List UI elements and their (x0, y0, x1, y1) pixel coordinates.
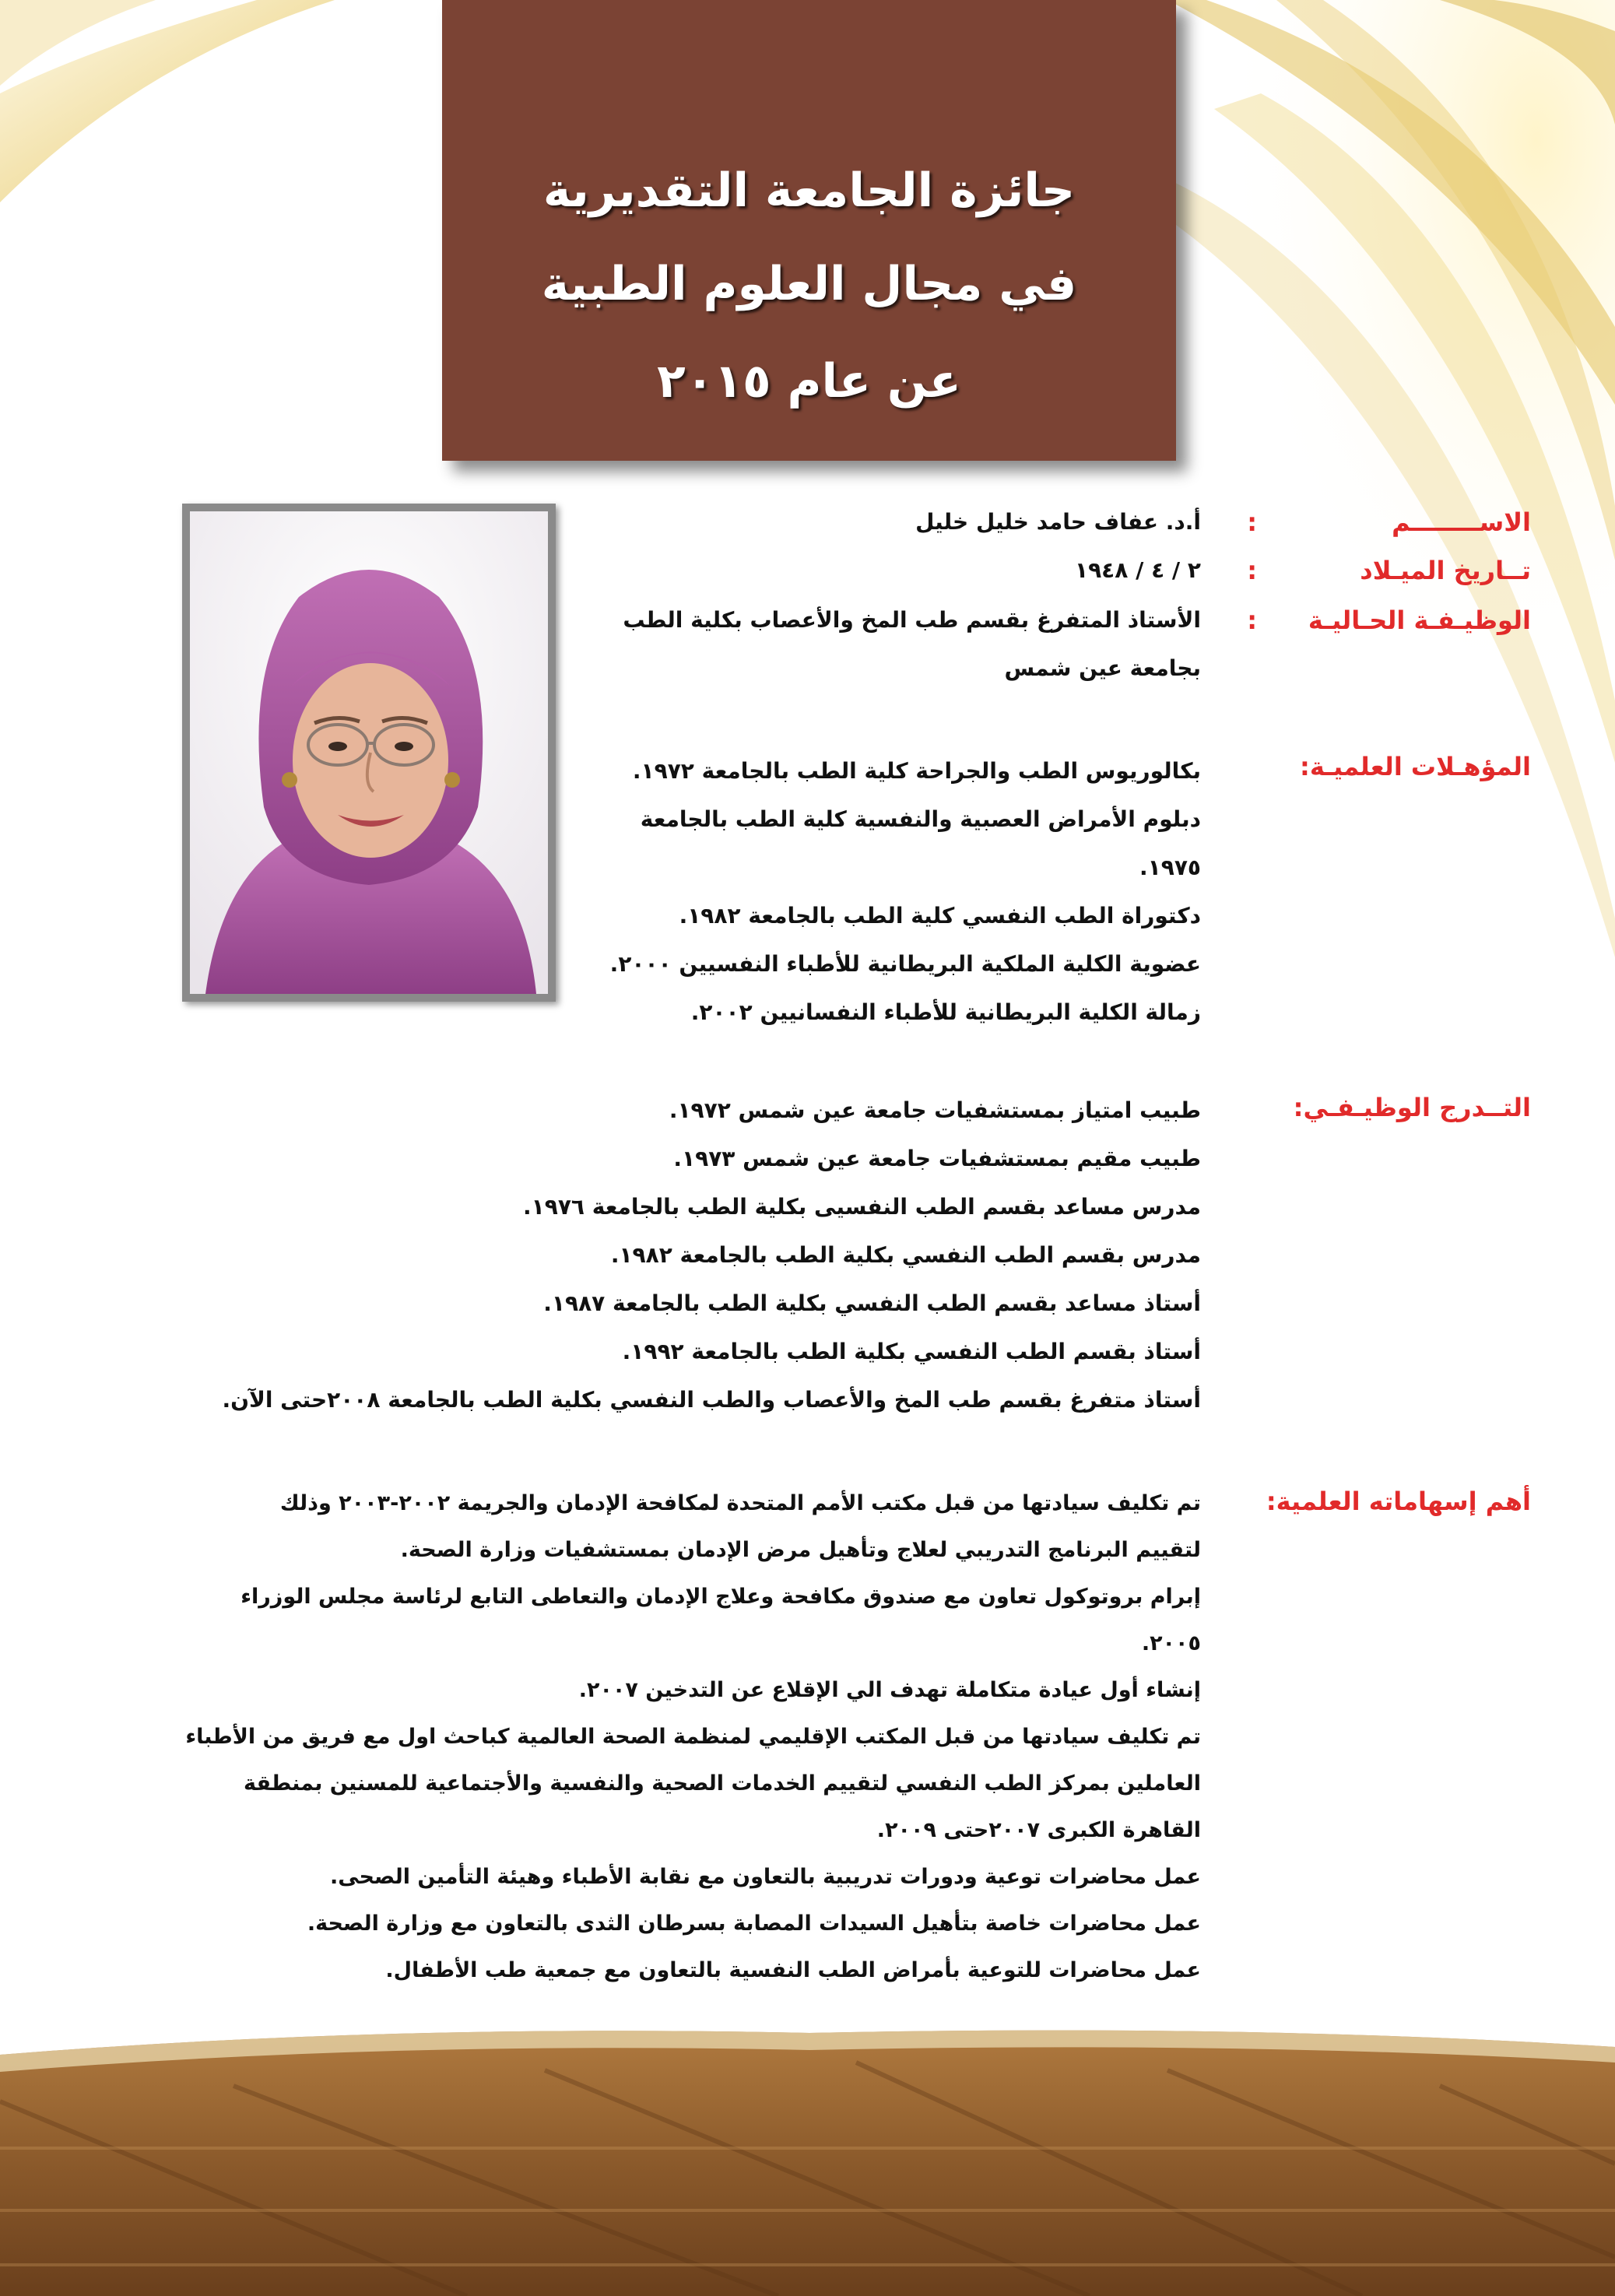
contribution-item: عمل محاضرات توعية ودورات تدريبية بالتعاون مع نقابة الأطباء وهيئة التأمين الصحى. (329, 1865, 1201, 1889)
qualification-item: بكالوريوس الطب والجراحة كلية الطب بالجامعة ١٩٧٢. (632, 758, 1201, 784)
contribution-item: عمل محاضرات للتوعية بأمراض الطب النفسية بالتعاون مع جمعية طب الأطفال. (385, 1958, 1201, 1982)
career-item: أستاذ بقسم الطب النفسي بكلية الطب بالجامعة ١٩٩٢. (622, 1339, 1201, 1364)
contributions-list (93, 1480, 1201, 1994)
name-label: الاســــــــم (1392, 507, 1531, 537)
qualification-item: زمالة الكلية البريطانية للأطباء النفسانيين ٢٠٠٢. (690, 999, 1201, 1025)
career-item: طبيب مقيم بمستشفيات جامعة عين شمس ١٩٧٣. (673, 1146, 1201, 1171)
career-item: أستاذ مساعد بقسم الطب النفسي بكلية الطب بالجامعة ١٩٨٧. (543, 1290, 1201, 1316)
job-value-line2: بجامعة عين شمس (1004, 655, 1201, 681)
birth-label: تــاريخ الميـلاد (1360, 556, 1531, 585)
contribution-item: تم تكليف سيادتها من قبل مكتب الأمم المتحدة لمكافحة الإدمان والجريمة ٢٠٠٢-٢٠٠٣ وذلك (279, 1491, 1201, 1515)
contribution-item: العاملين بمركز الطب النفسي لتقييم الخدمات الصحية والنفسية والأجتماعية للمسنين بمنطقة (243, 1771, 1201, 1796)
birth-colon: : (1247, 556, 1257, 585)
contribution-item: عمل محاضرات خاصة بتأهيل السيدات المصابة بسرطان الثدى بالتعاون مع وزارة الصحة. (307, 1912, 1201, 1936)
qualifications-label: المؤهـلات العلميـة: (1300, 752, 1531, 781)
career-list (140, 1087, 1201, 1424)
job-label: الوظيـفـة الحـاليـة (1308, 606, 1531, 635)
qualification-item: عضوية الكلية الملكية البريطانية للأطباء النفسيين ٢٠٠٠. (609, 951, 1201, 977)
career-item: مدرس بقسم الطب النفسي بكلية الطب بالجامعة ١٩٨٢. (610, 1242, 1201, 1268)
contributions-label: أهم إسهاماته العلمية: (1266, 1487, 1531, 1516)
job-colon: : (1247, 606, 1257, 635)
career-label: التــدرج الوظيـفـي: (1293, 1093, 1531, 1122)
name-value: أ.د. عفاف حامد خليل خليل (915, 509, 1201, 535)
title-line-3: عن عام ٢٠١٥ (657, 354, 961, 409)
career-item: مدرس مساعد بقسم الطب النفسيى بكلية الطب بالجامعة ١٩٧٦. (523, 1194, 1201, 1220)
contribution-item: إبرام بروتوكول تعاون مع صندوق مكافحة وعلاج الإدمان والتعاطى التابع لرئاسة مجلس الوزراء (240, 1585, 1201, 1609)
title-line-1: جائزة الجامعة التقديرية (542, 163, 1076, 218)
contribution-item: إنشاء أول عيادة متكاملة تهدف الي الإقلاع عن التدخين ٢٠٠٧. (578, 1678, 1201, 1702)
contribution-item: القاهرة الكبرى ٢٠٠٧حتى ٢٠٠٩. (876, 1818, 1201, 1842)
contribution-item: لتقييم البرنامج التدريبي لعلاج وتأهيل مرض الإدمان بمستشفيات وزارة الصحة. (400, 1538, 1201, 1562)
job-value-line1: الأستاذ المتفرغ بقسم طب المخ والأعصاب بكلية الطب (623, 607, 1201, 633)
contribution-item: تم تكليف سيادتها من قبل المكتب الإقليمي لمنظمة الصحة العالمية كباحث اول مع فريق من الأطباء (185, 1725, 1201, 1749)
name-colon: : (1247, 507, 1257, 537)
qualification-item: دكتوراة الطب النفسي كلية الطب بالجامعة ١٩٨٢. (679, 903, 1201, 929)
title-line-2: في مجال العلوم الطبية (541, 257, 1077, 311)
qualification-item: ١٩٧٥. (1139, 855, 1201, 880)
career-item: أستاذ متفرغ بقسم طب المخ والأعصاب والطب النفسي بكلية الطب بالجامعة ٢٠٠٨حتى الآن. (222, 1387, 1201, 1413)
career-item: طبيب امتياز بمستشفيات جامعة عين شمس ١٩٧٢. (669, 1097, 1201, 1123)
birth-value: ٢ / ٤ / ١٩٤٨ (1074, 557, 1201, 583)
contribution-item: ٢٠٠٥. (1141, 1631, 1201, 1655)
qualification-item: دبلوم الأمراض العصبية والنفسية كلية الطب بالجامعة (640, 806, 1201, 832)
qualifications-list (163, 747, 1201, 1037)
